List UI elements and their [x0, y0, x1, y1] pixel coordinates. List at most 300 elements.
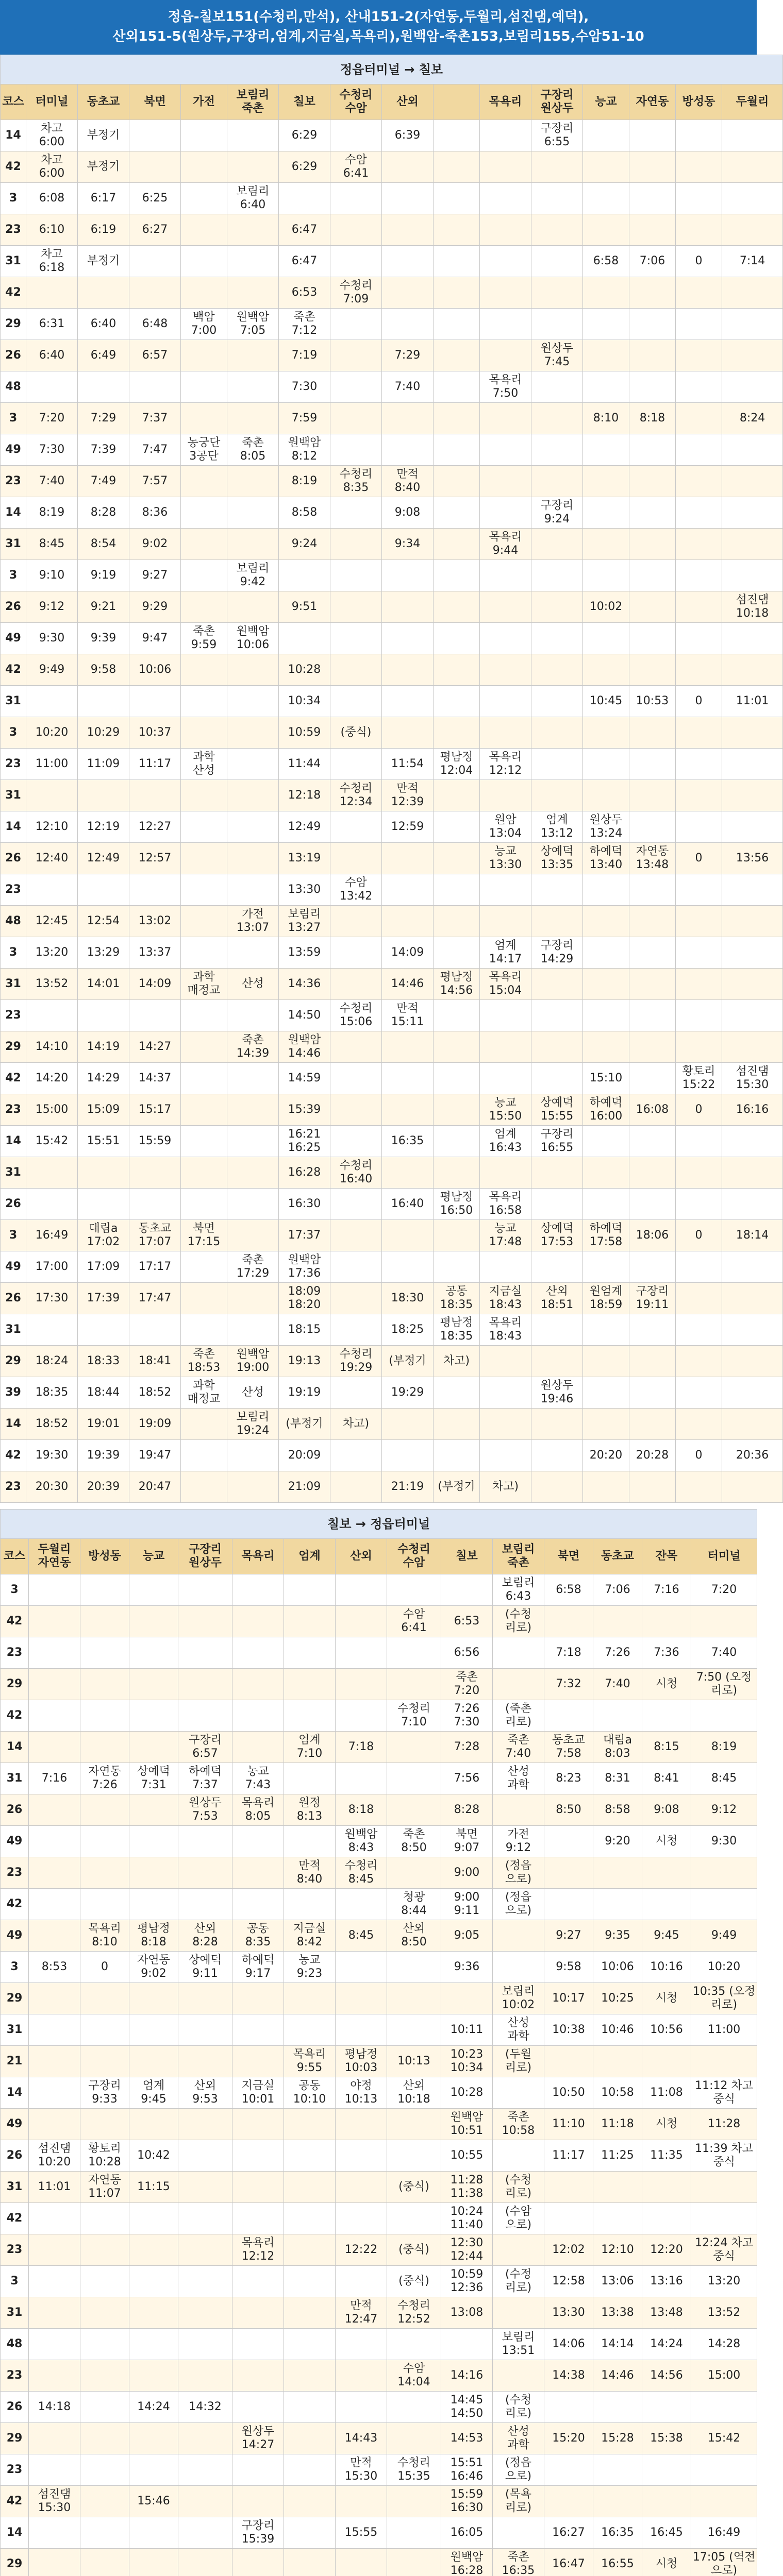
time-cell: [129, 2014, 178, 2046]
time-cell: 지금실 18:43: [480, 1283, 531, 1314]
table-row: [1, 1763, 757, 1794]
time-cell: 7:29: [78, 403, 129, 434]
time-cell: [583, 874, 629, 906]
time-cell: 16:49: [26, 1220, 78, 1251]
time-cell: [232, 2360, 284, 2392]
time-cell: 목욕리 9:44: [480, 529, 531, 560]
time-cell: 8:36: [129, 497, 181, 529]
time-cell: [722, 906, 783, 937]
time-cell: [642, 2172, 691, 2203]
time-cell: 10:17: [544, 1983, 593, 2014]
time-cell: 12:10: [593, 2234, 642, 2266]
time-cell: [583, 1471, 629, 1503]
time-cell: 6:58: [544, 1574, 593, 1606]
time-cell: 14:56: [642, 2360, 691, 2392]
time-cell: [227, 1157, 279, 1189]
time-cell: [387, 2549, 441, 2576]
time-cell: [382, 246, 434, 277]
time-cell: 8:45: [691, 1763, 757, 1794]
time-cell: [583, 1346, 629, 1377]
time-cell: [29, 2517, 80, 2549]
time-cell: [722, 1471, 783, 1503]
time-cell: [722, 434, 783, 466]
column-header: 엄계: [284, 1539, 336, 1574]
time-cell: 13:02: [129, 906, 181, 937]
time-cell: [676, 371, 722, 403]
time-cell: [676, 120, 722, 151]
time-cell: [26, 780, 78, 811]
route-number-cell: 49: [1, 434, 26, 466]
time-cell: [434, 277, 480, 309]
time-cell: [336, 1574, 387, 1606]
time-cell: 12:40: [26, 843, 78, 874]
table-row: [1, 717, 783, 749]
time-cell: 구장리 9:33: [80, 2077, 129, 2109]
time-cell: 18:24: [26, 1346, 78, 1377]
time-cell: [629, 1157, 676, 1189]
time-cell: 10:23 10:34: [441, 2046, 493, 2077]
time-cell: [531, 403, 583, 434]
time-cell: [676, 529, 722, 560]
time-cell: 16:45: [642, 2517, 691, 2549]
route-number-cell: 29: [1, 2423, 29, 2454]
time-cell: [531, 277, 583, 309]
time-cell: (부정기: [434, 1471, 480, 1503]
time-cell: 20:30: [26, 1471, 78, 1503]
time-cell: [434, 843, 480, 874]
time-cell: [330, 749, 382, 780]
time-cell: [129, 1700, 178, 1732]
table-row: [1, 2549, 757, 2576]
time-cell: [691, 2172, 757, 2203]
timetable-header: [0, 0, 757, 55]
time-cell: [583, 1189, 629, 1220]
time-cell: [480, 1157, 531, 1189]
time-cell: [493, 2360, 544, 2392]
time-cell: 7:59: [279, 403, 330, 434]
time-cell: 청광 8:44: [387, 1889, 441, 1920]
time-cell: [178, 2266, 232, 2297]
time-cell: [284, 2266, 336, 2297]
time-cell: 9:51: [279, 591, 330, 623]
time-cell: [434, 246, 480, 277]
time-cell: [80, 2454, 129, 2486]
time-cell: [29, 2454, 80, 2486]
time-cell: [583, 151, 629, 183]
time-cell: 19:13: [279, 1346, 330, 1377]
time-cell: [544, 2392, 593, 2423]
time-cell: (수정 리로): [493, 2266, 544, 2297]
time-cell: 13:16: [642, 2266, 691, 2297]
time-cell: 6:58: [583, 246, 629, 277]
time-cell: 수암 13:42: [330, 874, 382, 906]
time-cell: [284, 2549, 336, 2576]
time-cell: [382, 277, 434, 309]
time-cell: [382, 183, 434, 214]
time-cell: [722, 560, 783, 591]
time-cell: [284, 1669, 336, 1700]
time-cell: 7:40: [382, 371, 434, 403]
time-cell: [480, 686, 531, 717]
route-number-cell: 14: [1, 1126, 26, 1157]
time-cell: 원백암 10:51: [441, 2109, 493, 2140]
time-cell: 14:43: [336, 2423, 387, 2454]
column-header: 칠보: [279, 84, 330, 120]
time-cell: 자연동 13:48: [629, 843, 676, 874]
time-cell: 야정 10:13: [336, 2077, 387, 2109]
time-cell: [583, 371, 629, 403]
time-cell: [676, 560, 722, 591]
time-cell: [676, 937, 722, 969]
time-cell: [676, 811, 722, 843]
column-header: 목욕리: [232, 1539, 284, 1574]
time-cell: [583, 969, 629, 1000]
time-cell: [382, 434, 434, 466]
column-header: 방성동: [676, 84, 722, 120]
time-cell: [531, 654, 583, 686]
time-cell: [178, 2486, 232, 2517]
time-cell: [382, 717, 434, 749]
route-number-cell: 48: [1, 906, 26, 937]
route-number-cell: 14: [1, 811, 26, 843]
time-cell: 16:16: [722, 1094, 783, 1126]
time-cell: 9:49: [691, 1920, 757, 1952]
time-cell: 10:34: [279, 686, 330, 717]
time-cell: [382, 906, 434, 937]
time-cell: [330, 1377, 382, 1409]
time-cell: [676, 214, 722, 246]
column-header: 보림리 죽촌: [227, 84, 279, 120]
time-cell: [129, 1157, 181, 1189]
table-row: [1, 2454, 757, 2486]
time-cell: [26, 874, 78, 906]
table-row: [1, 1157, 783, 1189]
time-cell: 7:40: [593, 1669, 642, 1700]
time-cell: [129, 686, 181, 717]
time-cell: 10:35 (오정 리로): [691, 1983, 757, 2014]
column-header: 능교: [129, 1539, 178, 1574]
time-cell: [330, 371, 382, 403]
time-cell: [676, 434, 722, 466]
time-cell: 부정기: [78, 246, 129, 277]
time-cell: 10:13: [387, 2046, 441, 2077]
time-cell: 구장리 15:39: [232, 2517, 284, 2549]
time-cell: 섬진댐 15:30: [722, 1063, 783, 1094]
time-cell: [336, 1606, 387, 1637]
time-cell: 보림리 10:02: [493, 1983, 544, 2014]
time-cell: 17:47: [129, 1283, 181, 1314]
time-cell: [284, 2297, 336, 2329]
time-cell: [434, 1377, 480, 1409]
time-cell: 15:28: [593, 2423, 642, 2454]
time-cell: [232, 1983, 284, 2014]
table-row: [1, 151, 783, 183]
time-cell: 6:47: [279, 246, 330, 277]
table-row: [1, 371, 783, 403]
time-cell: 20:09: [279, 1440, 330, 1471]
table-row: [1, 1220, 783, 1251]
time-cell: [232, 2454, 284, 2486]
time-cell: [336, 2109, 387, 2140]
table-row: [1, 1063, 783, 1094]
time-cell: [434, 151, 480, 183]
time-cell: 죽촌 7:40: [493, 1732, 544, 1763]
time-cell: 산외 8:28: [178, 1920, 232, 1952]
time-cell: 9:12: [691, 1794, 757, 1826]
time-cell: 14:06: [544, 2329, 593, 2360]
time-cell: [434, 937, 480, 969]
time-cell: [531, 1440, 583, 1471]
time-cell: 16:05: [441, 2517, 493, 2549]
time-cell: [691, 2392, 757, 2423]
time-cell: [178, 1669, 232, 1700]
time-cell: [593, 2172, 642, 2203]
time-cell: 북면 17:15: [181, 1220, 227, 1251]
time-cell: 7:39: [78, 434, 129, 466]
time-cell: [583, 214, 629, 246]
time-cell: 13:37: [129, 937, 181, 969]
column-header: 구장리 원상두: [531, 84, 583, 120]
time-cell: 14:18: [29, 2392, 80, 2423]
time-cell: [181, 529, 227, 560]
time-cell: 10:59 12:36: [441, 2266, 493, 2297]
time-cell: [232, 1637, 284, 1669]
time-cell: [284, 2140, 336, 2172]
time-cell: [583, 1314, 629, 1346]
time-cell: 구장리 14:29: [531, 937, 583, 969]
time-cell: 6:57: [129, 340, 181, 371]
time-cell: [434, 466, 480, 497]
table-row: [1, 2109, 757, 2140]
time-cell: 10:46: [593, 2014, 642, 2046]
time-cell: [382, 686, 434, 717]
time-cell: [480, 183, 531, 214]
time-cell: [227, 937, 279, 969]
time-cell: 엄계 9:45: [129, 2077, 178, 2109]
time-cell: [493, 1637, 544, 1669]
time-cell: [227, 246, 279, 277]
time-cell: [531, 591, 583, 623]
time-cell: 7:40: [26, 466, 78, 497]
time-cell: 9:49: [26, 654, 78, 686]
time-cell: (정읍 으로): [493, 2454, 544, 2486]
time-cell: [330, 843, 382, 874]
time-cell: [129, 1574, 178, 1606]
time-cell: [531, 183, 583, 214]
table-row: [1, 2140, 757, 2172]
time-cell: 7:14: [722, 246, 783, 277]
time-cell: 10:42: [129, 2140, 178, 2172]
time-cell: [232, 1606, 284, 1637]
time-cell: 12:49: [78, 843, 129, 874]
column-header: 두월리: [722, 84, 783, 120]
time-cell: 13:59: [279, 937, 330, 969]
time-cell: 7:47: [129, 434, 181, 466]
time-cell: 7:19: [279, 340, 330, 371]
time-cell: [284, 2423, 336, 2454]
time-cell: 10:06: [593, 1952, 642, 1983]
column-header: 코스: [1, 84, 26, 120]
time-cell: 엄계 16:43: [480, 1126, 531, 1157]
time-cell: [29, 2549, 80, 2576]
time-cell: [330, 340, 382, 371]
time-cell: 6:10: [26, 214, 78, 246]
time-cell: 원상두 19:46: [531, 1377, 583, 1409]
route-number-cell: 26: [1, 591, 26, 623]
time-cell: [178, 2454, 232, 2486]
time-cell: 10:29: [78, 717, 129, 749]
time-cell: [434, 1220, 480, 1251]
column-header: 북면: [129, 84, 181, 120]
time-cell: [227, 1000, 279, 1031]
time-cell: (부정기: [279, 1409, 330, 1440]
time-cell: [29, 2360, 80, 2392]
time-cell: [178, 1826, 232, 1857]
time-cell: [722, 717, 783, 749]
time-cell: [80, 2360, 129, 2392]
route-number-cell: 23: [1, 1094, 26, 1126]
time-cell: 하예덕 13:40: [583, 843, 629, 874]
time-cell: [330, 246, 382, 277]
time-cell: 9:12: [26, 591, 78, 623]
time-cell: 황토리 15:22: [676, 1063, 722, 1094]
time-cell: 14:09: [129, 969, 181, 1000]
time-cell: (목욕 리로): [493, 2486, 544, 2517]
time-cell: 10:50: [544, 2077, 593, 2109]
column-header: 능교: [583, 84, 629, 120]
time-cell: [544, 2486, 593, 2517]
time-cell: [336, 1763, 387, 1794]
time-cell: 14:46: [593, 2360, 642, 2392]
time-cell: 0: [676, 686, 722, 717]
route-number-cell: 23: [1, 2360, 29, 2392]
time-cell: 죽촌 8:05: [227, 434, 279, 466]
time-cell: 15:10: [583, 1063, 629, 1094]
time-cell: [691, 2046, 757, 2077]
table-row: [1, 2172, 757, 2203]
time-cell: [583, 749, 629, 780]
route-number-cell: 14: [1, 120, 26, 151]
time-cell: 11:10: [544, 2109, 593, 2140]
time-cell: [181, 937, 227, 969]
time-cell: 7:06: [593, 1574, 642, 1606]
time-cell: [434, 654, 480, 686]
time-cell: 동초교 17:07: [129, 1220, 181, 1251]
time-cell: [80, 1732, 129, 1763]
time-cell: [129, 2203, 178, 2234]
time-cell: [29, 1794, 80, 1826]
time-cell: [629, 1063, 676, 1094]
time-cell: 11:17: [129, 749, 181, 780]
time-cell: 차고 6:18: [26, 246, 78, 277]
time-cell: [722, 937, 783, 969]
route-number-cell: 39: [1, 1377, 26, 1409]
time-cell: [531, 151, 583, 183]
table-row: [1, 2329, 757, 2360]
time-cell: 수청리 7:09: [330, 277, 382, 309]
time-cell: 능교 13:30: [480, 843, 531, 874]
time-cell: [227, 1314, 279, 1346]
time-cell: [29, 1732, 80, 1763]
time-cell: [593, 1700, 642, 1732]
time-cell: [284, 2014, 336, 2046]
time-cell: [129, 2046, 178, 2077]
time-cell: [676, 403, 722, 434]
time-cell: [80, 2046, 129, 2077]
time-cell: 8:15: [642, 1732, 691, 1763]
time-cell: 10:24 11:40: [441, 2203, 493, 2234]
route-number-cell: 42: [1, 151, 26, 183]
time-cell: [583, 780, 629, 811]
time-cell: 목욕리 12:12: [232, 2234, 284, 2266]
time-cell: [531, 969, 583, 1000]
time-cell: [129, 277, 181, 309]
time-cell: [434, 780, 480, 811]
time-cell: [629, 811, 676, 843]
time-cell: [629, 623, 676, 654]
time-cell: [78, 1314, 129, 1346]
table-row: [1, 434, 783, 466]
table-row: [1, 1606, 757, 1637]
time-cell: [434, 811, 480, 843]
time-cell: 7:30: [26, 434, 78, 466]
time-cell: 17:37: [279, 1220, 330, 1251]
route-number-cell: 14: [1, 497, 26, 529]
time-cell: [330, 120, 382, 151]
time-cell: [441, 2329, 493, 2360]
time-cell: [722, 497, 783, 529]
route-number-cell: 14: [1, 2077, 29, 2109]
column-header: 코스: [1, 1539, 29, 1574]
time-cell: [336, 1889, 387, 1920]
table-row: [1, 2266, 757, 2297]
time-cell: 14:01: [78, 969, 129, 1000]
time-cell: [629, 1409, 676, 1440]
route-number-cell: 23: [1, 749, 26, 780]
time-cell: [722, 120, 783, 151]
time-cell: 9:47: [129, 623, 181, 654]
time-cell: (수청 리로): [493, 1606, 544, 1637]
time-cell: [129, 2549, 178, 2576]
time-cell: (중식): [387, 2234, 441, 2266]
route-number-cell: 26: [1, 2140, 29, 2172]
time-cell: 목욕리 16:58: [480, 1189, 531, 1220]
time-cell: [493, 1920, 544, 1952]
table-row: [1, 120, 783, 151]
time-cell: 수청리 19:29: [330, 1346, 382, 1377]
time-cell: 17:17: [129, 1251, 181, 1283]
route-number-cell: 42: [1, 277, 26, 309]
time-cell: [722, 811, 783, 843]
time-cell: 하예덕 9:17: [232, 1952, 284, 1983]
time-cell: 9:39: [78, 623, 129, 654]
time-cell: 13:29: [78, 937, 129, 969]
time-cell: [642, 1857, 691, 1889]
time-cell: [80, 2549, 129, 2576]
table-row: [1, 214, 783, 246]
time-cell: [629, 749, 676, 780]
table-row: [1, 183, 783, 214]
time-cell: [722, 1031, 783, 1063]
time-cell: [629, 906, 676, 937]
time-cell: [29, 1826, 80, 1857]
time-cell: [284, 1700, 336, 1732]
time-cell: 가전 9:12: [493, 1826, 544, 1857]
time-cell: 7:37: [129, 403, 181, 434]
time-cell: [181, 811, 227, 843]
time-cell: [722, 749, 783, 780]
time-cell: [387, 1763, 441, 1794]
